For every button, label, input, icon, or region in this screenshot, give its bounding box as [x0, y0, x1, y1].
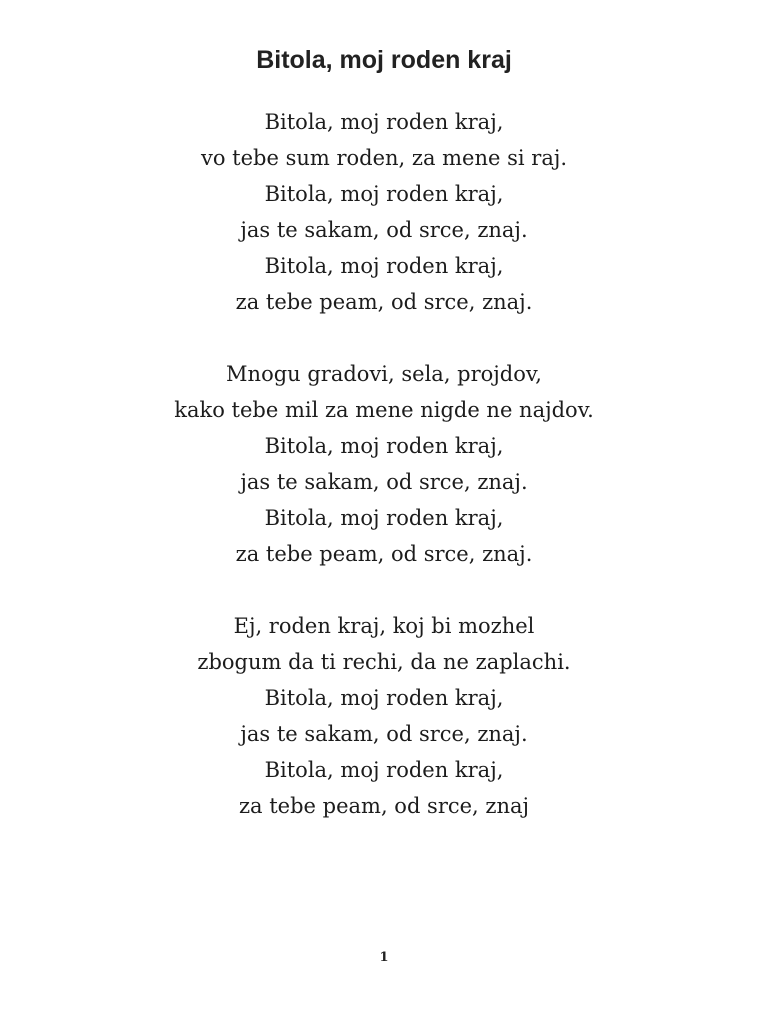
- stanza-3: [0, 608, 768, 824]
- stanza-line: za tebe peam, od srce, znaj.: [235, 542, 533, 566]
- stanza-line: jas te sakam, od srce, znaj.: [240, 722, 528, 746]
- stanza-line: Bitola, moj roden kraj,: [264, 182, 504, 206]
- stanza-line: vo tebe sum roden, za mene si raj.: [200, 146, 568, 170]
- page-number: 1: [379, 950, 389, 965]
- stanza-line: Bitola, moj roden kraj,: [264, 686, 504, 710]
- stanza-line: jas te sakam, od srce, znaj.: [240, 218, 528, 242]
- stanza-line: Bitola, moj roden kraj,: [264, 758, 504, 782]
- stanza-line: kako tebe mil za mene nigde ne najdov.: [174, 398, 594, 422]
- stanza-2: [0, 356, 768, 572]
- stanza-line: Bitola, moj roden kraj,: [264, 506, 504, 530]
- stanza-1: [0, 104, 768, 320]
- stanza-line: za tebe peam, od srce, znaj: [238, 794, 530, 818]
- stanza-line: Ej, roden kraj, koj bi mozhel: [233, 614, 535, 638]
- stanza-line: zbogum da ti rechi, da ne zaplachi.: [197, 650, 571, 674]
- stanza-line: Bitola, moj roden kraj,: [264, 254, 504, 278]
- stanza-line: za tebe peam, od srce, znaj.: [235, 290, 533, 314]
- stanza-line: jas te sakam, od srce, znaj.: [240, 470, 528, 494]
- stanza-line: Mnogu gradovi, sela, projdov,: [226, 362, 542, 386]
- song-title: Bitola, moj roden kraj: [256, 46, 512, 74]
- stanza-line: Bitola, moj roden kraj,: [264, 434, 504, 458]
- stanza-line: Bitola, moj roden kraj,: [264, 110, 504, 134]
